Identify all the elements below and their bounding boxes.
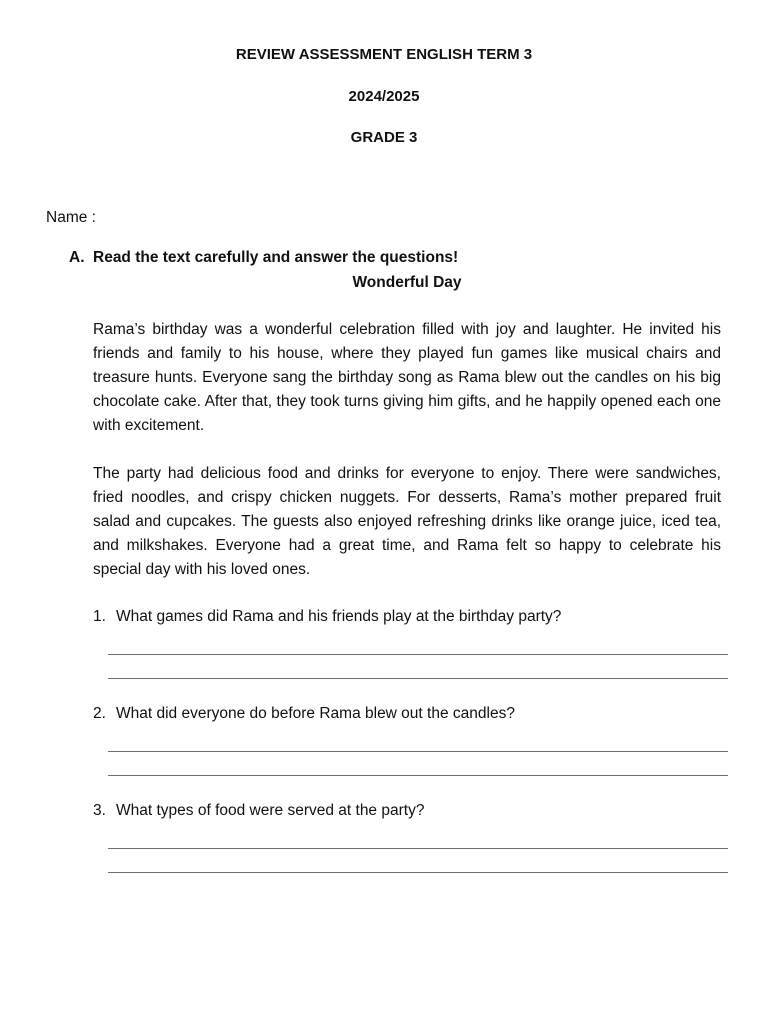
story-paragraph-2: The party had delicious food and drinks for everyone to enjoy. There were sandwiches, fried noodles, and crispy chicken nuggets. For desserts, Rama’s mother prepared fruit salad and cupcakes. The guests also enjoyed refreshing drinks like orange juice, iced tea, and milkshakes. Everyone had a great time, and Rama felt so happy to celebrate his special day with his loved ones. bbox=[93, 465, 721, 578]
question-text: What did everyone do before Rama blew out the candles? bbox=[116, 705, 515, 722]
school-year: 2024/2025 bbox=[348, 88, 420, 105]
question-3 bbox=[93, 801, 424, 821]
story-title: Wonderful Day bbox=[352, 274, 462, 291]
question-2 bbox=[93, 704, 515, 724]
answer-line[interactable] bbox=[108, 654, 728, 655]
question-text: What types of food were served at the party? bbox=[116, 802, 425, 819]
answer-line[interactable] bbox=[108, 751, 728, 752]
worksheet-title: REVIEW ASSESSMENT ENGLISH TERM 3 bbox=[235, 46, 533, 63]
answer-line[interactable] bbox=[108, 848, 728, 849]
instruction-text: Read the text carefully and answer the questions! bbox=[93, 249, 459, 266]
answer-line[interactable] bbox=[108, 872, 728, 873]
question-1 bbox=[93, 607, 561, 627]
section-marker: A. bbox=[69, 249, 85, 266]
question-number: 1. bbox=[93, 608, 106, 625]
section-a-instruction bbox=[69, 248, 458, 268]
question-text: What games did Rama and his friends play at the birthday party? bbox=[116, 608, 562, 625]
name-field-label: Name : bbox=[46, 209, 96, 226]
grade-label: GRADE 3 bbox=[350, 129, 418, 146]
story-paragraph-1: Rama’s birthday was a wonderful celebration filled with joy and laughter. He invited his friends and family to his house, where they played fun games like musical chairs and treasure hunts. Everyone sang the birthday song as Rama blew out the candles on his big chocolate cake. After that, they took turns giving him gifts, and he happily opened each one with excitement. bbox=[93, 321, 721, 434]
answer-line[interactable] bbox=[108, 775, 728, 776]
question-number: 2. bbox=[93, 705, 106, 722]
question-number: 3. bbox=[93, 802, 106, 819]
answer-line[interactable] bbox=[108, 678, 728, 679]
